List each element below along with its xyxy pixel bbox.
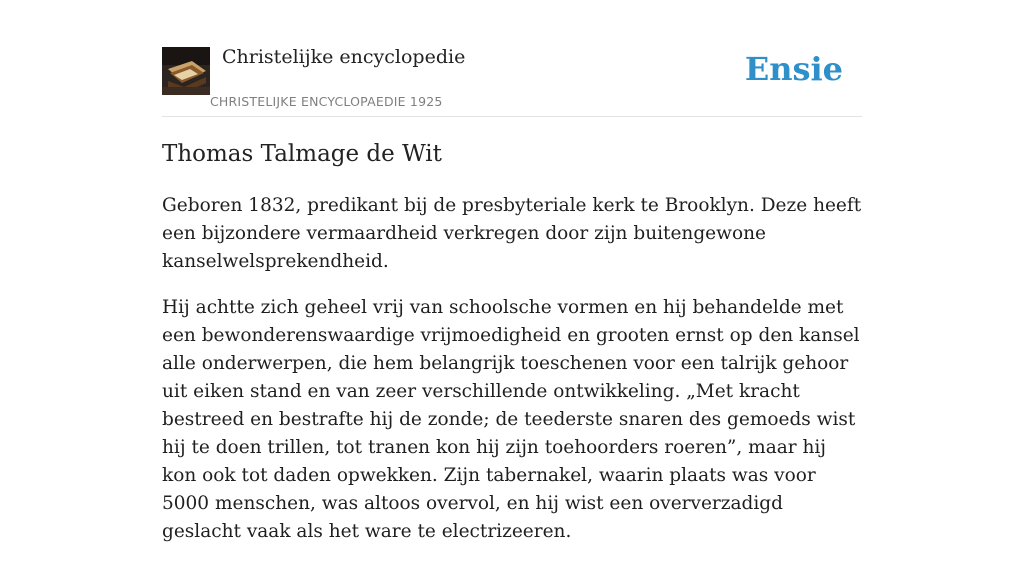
source-title[interactable]: Christelijke encyclopedie bbox=[222, 46, 466, 68]
book-image-icon bbox=[162, 47, 210, 95]
entry-content bbox=[162, 138, 862, 564]
source-avatar[interactable] bbox=[162, 47, 210, 95]
source-subtitle: CHRISTELIJKE ENCYCLOPAEDIE 1925 bbox=[210, 94, 443, 109]
entry-paragraph: Hij achtte zich geheel vrij van schoolsche vormen en hij behandelde met een bewonderenswaardige vrijmoedigheid en grooten ernst op den kansel alle onderwerpen, die hem belangrijk toeschenen voor een talrijk gehoor uit eiken stand en van zeer verschillende ontwikkeling. „Met kracht bestreed en bestrafte hij de zonde; de teederste snaren des gemoeds wist hij te doen trillen, tot tranen kon hij zijn toehoorders roeren”, maar hij kon ook tot daden opwekken. Zijn tabernakel, waarin plaats was voor 5000 menschen, was altoos overvol, en hij wist een oververzadigd geslacht vaak als het ware te electrizeeren. bbox=[162, 297, 860, 542]
entry-paragraph: Geboren 1832, predikant bij de presbyteriale kerk te Brooklyn. Deze heeft een bijzondere vermaardheid verkregen door zijn buitengewone kanselwelsprekendheid. bbox=[162, 195, 862, 272]
entry-title: Thomas Talmage de Wit bbox=[162, 141, 442, 167]
source-header bbox=[162, 38, 862, 117]
ensie-logo-link[interactable]: Ensie bbox=[744, 50, 843, 88]
